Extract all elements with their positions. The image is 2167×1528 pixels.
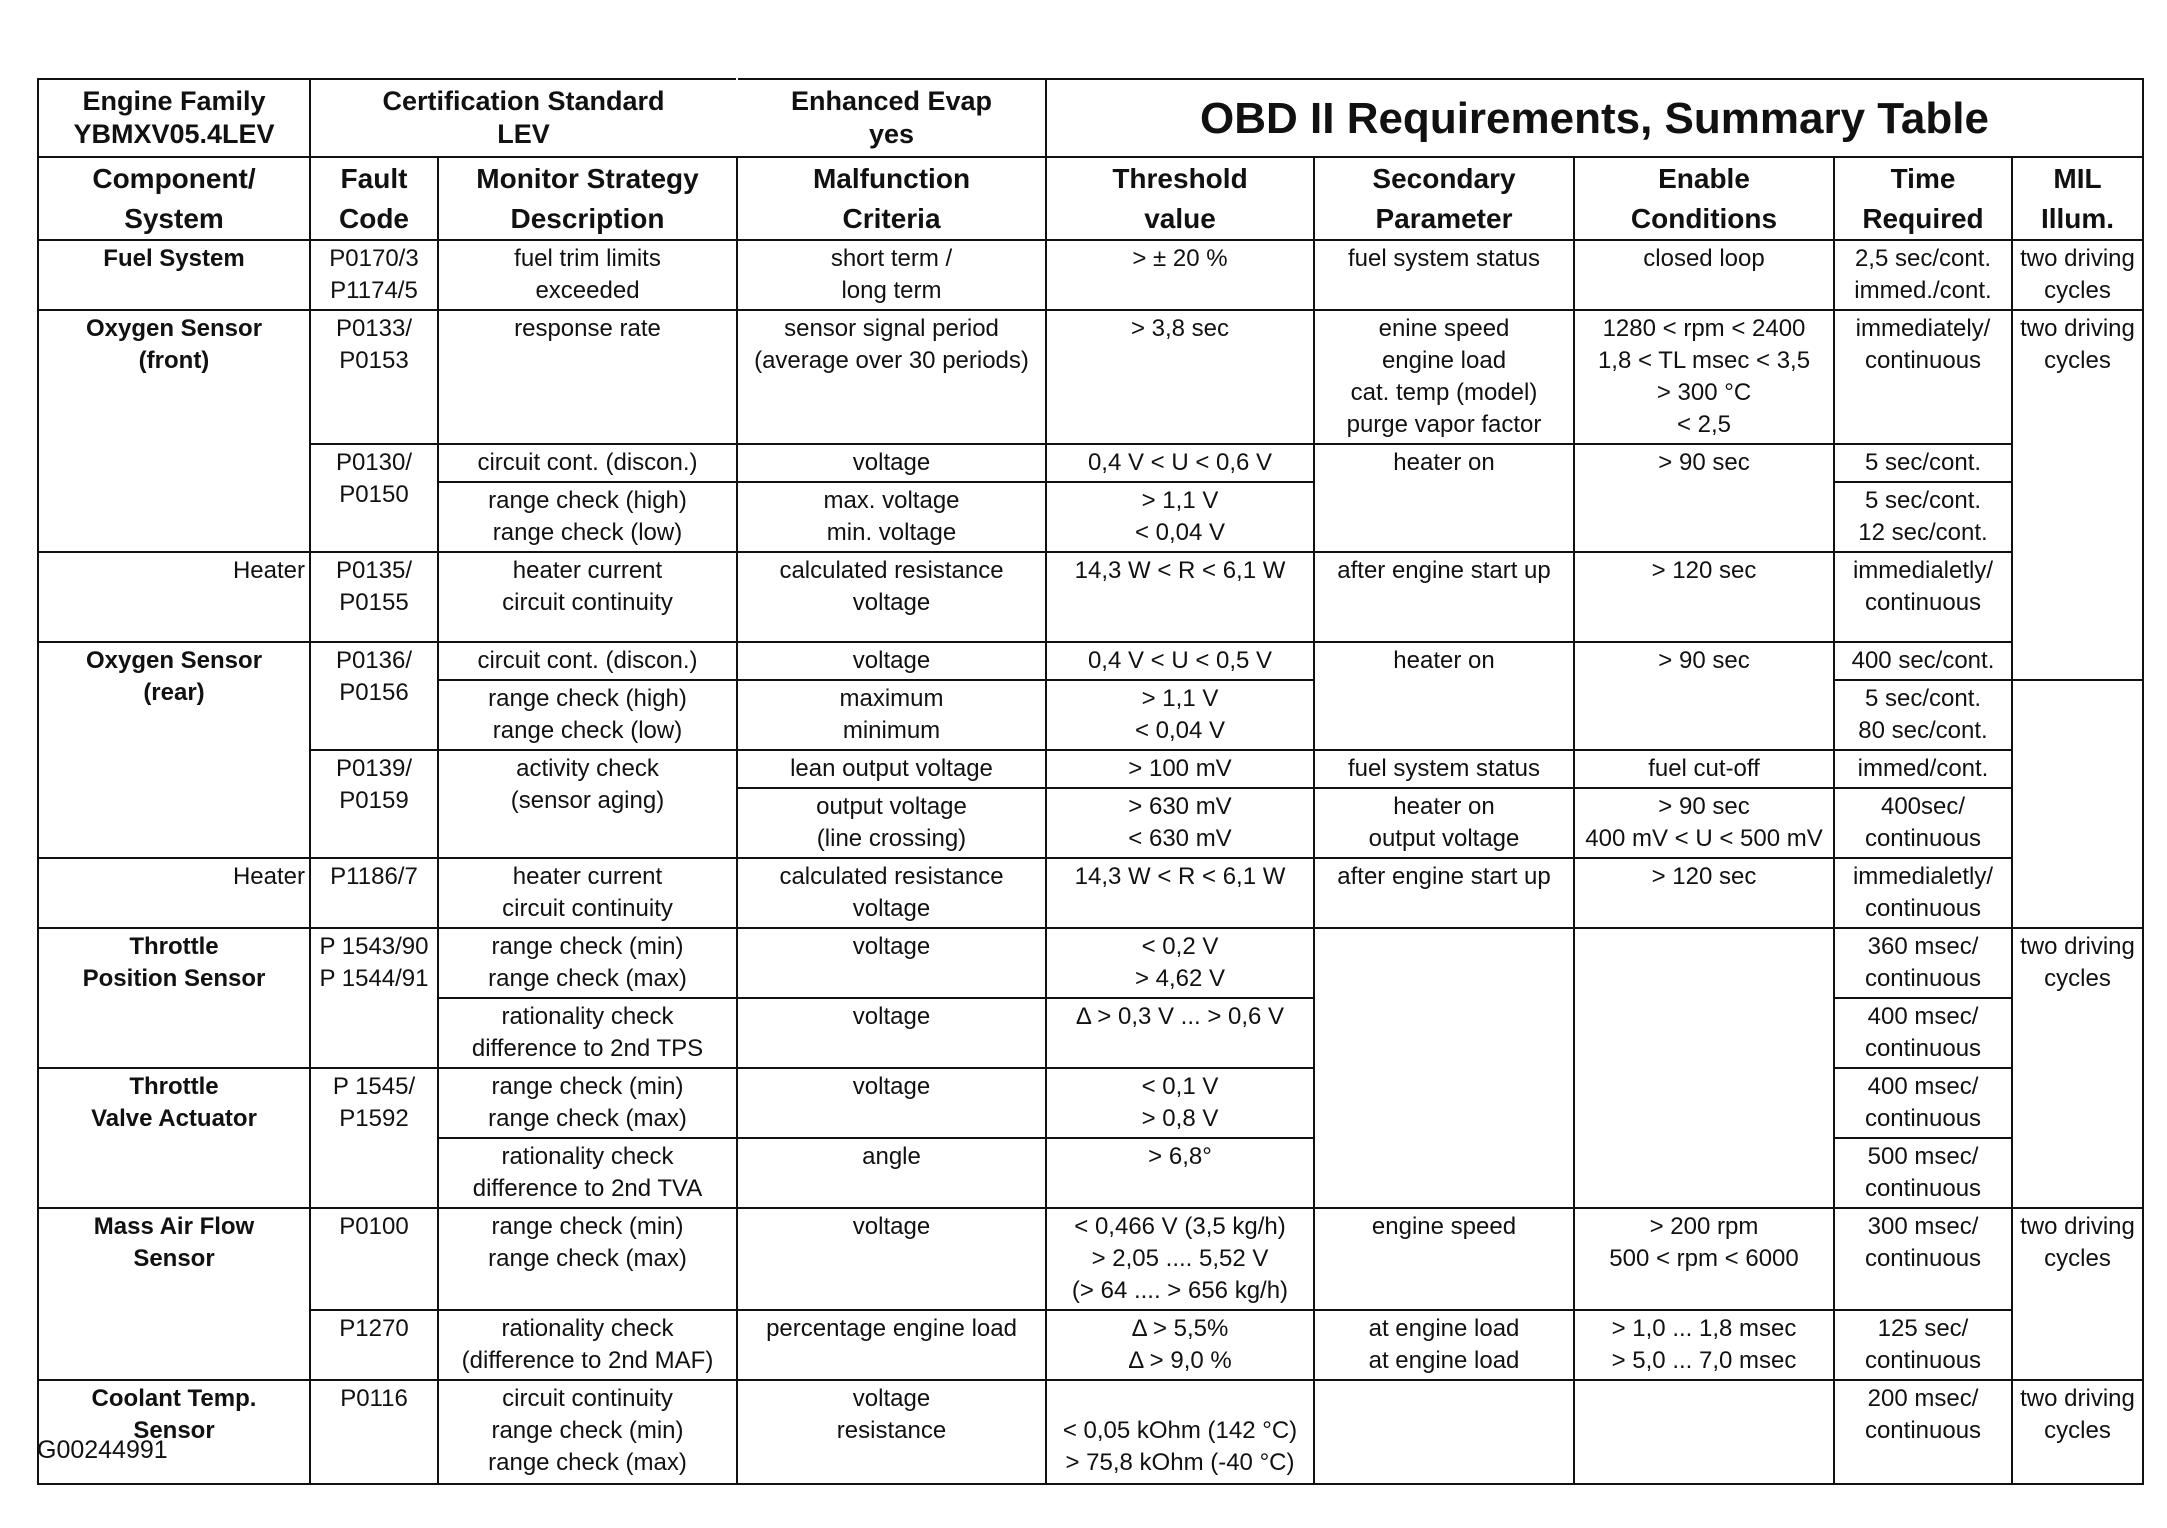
enable-conditions-cell: > 90 sec: [1574, 642, 1834, 750]
time-required-cell: 2,5 sec/cont. immed./cont.: [1834, 240, 2012, 310]
secondary-parameter-cell: [1314, 928, 1574, 1208]
malfunction-criteria-cell: voltage: [737, 444, 1046, 482]
monitor-strategy-cell: range check (high) range check (low): [438, 482, 737, 552]
obd-summary-document: [37, 78, 2142, 1485]
malfunction-criteria-cell: calculated resistance voltage: [737, 858, 1046, 928]
secondary-parameter-cell: heater on: [1314, 642, 1574, 750]
monitor-strategy-cell: activity check (sensor aging): [438, 750, 737, 858]
table-row: [38, 240, 2143, 310]
threshold-cell: 14,3 W < R < 6,1 W: [1046, 858, 1314, 928]
table-header-row: [38, 157, 2143, 240]
threshold-cell: > 630 mV < 630 mV: [1046, 788, 1314, 858]
fault-code-cell: P0133/ P0153: [310, 310, 438, 444]
mil-illum-cell: two driving cycles: [2012, 240, 2143, 310]
threshold-cell: > 3,8 sec: [1046, 310, 1314, 444]
malfunction-criteria-cell: voltage: [737, 1208, 1046, 1310]
fault-code-cell: P0135/ P0155: [310, 552, 438, 642]
malfunction-criteria-cell: maximum minimum: [737, 680, 1046, 750]
monitor-strategy-cell: range check (min) range check (max): [438, 1068, 737, 1138]
monitor-strategy-cell: circuit continuity range check (min) range check (max): [438, 1380, 737, 1484]
time-required-cell: 5 sec/cont. 12 sec/cont.: [1834, 482, 2012, 552]
time-required-cell: 400 msec/ continuous: [1834, 1068, 2012, 1138]
column-header: Malfunction Criteria: [737, 157, 1046, 240]
fault-code-cell: P1270: [310, 1310, 438, 1380]
threshold-cell: 14,3 W < R < 6,1 W: [1046, 552, 1314, 642]
secondary-parameter-cell: engine speed: [1314, 1208, 1574, 1310]
threshold-cell: < 0,2 V > 4,62 V: [1046, 928, 1314, 998]
fault-code-cell: P0170/3 P1174/5: [310, 240, 438, 310]
heater-label-cell: Heater: [38, 858, 310, 928]
malfunction-criteria-cell: voltage resistance: [737, 1380, 1046, 1484]
malfunction-criteria-cell: lean output voltage: [737, 750, 1046, 788]
table-row: [38, 642, 2143, 680]
engine-family-value: YBMXV05.4LEV: [73, 119, 275, 149]
table-row: [38, 444, 2143, 482]
enable-conditions-cell: [1574, 1380, 1834, 1484]
malfunction-criteria-cell: voltage: [737, 928, 1046, 998]
table-row: [38, 928, 2143, 998]
time-required-cell: 5 sec/cont. 80 sec/cont.: [1834, 680, 2012, 750]
enable-conditions-cell: 1280 < rpm < 2400 1,8 < TL msec < 3,5 > 300 °C < 2,5: [1574, 310, 1834, 444]
component-cell: Throttle Position Sensor: [38, 928, 310, 1068]
secondary-parameter-cell: after engine start up: [1314, 858, 1574, 928]
monitor-strategy-cell: rationality check difference to 2nd TVA: [438, 1138, 737, 1208]
document-header: [37, 78, 2144, 158]
monitor-strategy-cell: range check (min) range check (max): [438, 928, 737, 998]
threshold-cell: > 1,1 V < 0,04 V: [1046, 482, 1314, 552]
threshold-cell: < 0,1 V > 0,8 V: [1046, 1068, 1314, 1138]
malfunction-criteria-cell: max. voltage min. voltage: [737, 482, 1046, 552]
time-required-cell: 360 msec/ continuous: [1834, 928, 2012, 998]
certification-value: LEV: [497, 119, 550, 149]
table-row: [38, 858, 2143, 928]
column-header: Threshold value: [1046, 157, 1314, 240]
table-row: [38, 750, 2143, 788]
time-required-cell: 300 msec/ continuous: [1834, 1208, 2012, 1310]
enhanced-evap-value: yes: [868, 119, 915, 149]
malfunction-criteria-cell: sensor signal period (average over 30 periods): [737, 310, 1046, 444]
time-required-cell: immedialetly/ continuous: [1834, 858, 2012, 928]
fault-code-cell: P 1545/ P1592: [310, 1068, 438, 1208]
component-cell: Coolant Temp. Sensor: [38, 1380, 310, 1484]
threshold-cell: < 0,466 V (3,5 kg/h) > 2,05 .... 5,52 V (> 64 .... > 656 kg/h): [1046, 1208, 1314, 1310]
mil-illum-cell: two driving cycles: [2012, 1208, 2143, 1380]
enable-conditions-cell: > 1,0 ... 1,8 msec > 5,0 ... 7,0 msec: [1574, 1310, 1834, 1380]
monitor-strategy-cell: heater current circuit continuity: [438, 552, 737, 642]
certification-label: Certification Standard: [382, 86, 665, 116]
engine-family-cell: [38, 79, 310, 157]
monitor-strategy-cell: fuel trim limits exceeded: [438, 240, 737, 310]
column-header: Component/ System: [38, 157, 310, 240]
fault-code-cell: P0116: [310, 1380, 438, 1484]
threshold-cell: Δ > 5,5% Δ > 9,0 %: [1046, 1310, 1314, 1380]
monitor-strategy-cell: range check (high) range check (low): [438, 680, 737, 750]
engine-family-label: Engine Family: [82, 86, 266, 116]
enable-conditions-cell: > 120 sec: [1574, 552, 1834, 642]
malfunction-criteria-cell: calculated resistance voltage: [737, 552, 1046, 642]
time-required-cell: immediately/ continuous: [1834, 310, 2012, 444]
time-required-cell: 5 sec/cont.: [1834, 444, 2012, 482]
time-required-cell: 400 msec/ continuous: [1834, 998, 2012, 1068]
requirements-table: [37, 156, 2144, 1485]
time-required-cell: 125 sec/ continuous: [1834, 1310, 2012, 1380]
secondary-parameter-cell: at engine load at engine load: [1314, 1310, 1574, 1380]
component-cell: Throttle Valve Actuator: [38, 1068, 310, 1208]
component-cell: Fuel System: [38, 240, 310, 310]
threshold-cell: > 1,1 V < 0,04 V: [1046, 680, 1314, 750]
threshold-cell: > 6,8°: [1046, 1138, 1314, 1208]
malfunction-criteria-cell: voltage: [737, 998, 1046, 1068]
column-header: Time Required: [1834, 157, 2012, 240]
figure-id: G00244991: [37, 1436, 168, 1464]
fault-code-cell: P0130/ P0150: [310, 444, 438, 552]
time-required-cell: 200 msec/ continuous: [1834, 1380, 2012, 1484]
threshold-cell: 0,4 V < U < 0,5 V: [1046, 642, 1314, 680]
threshold-cell: > 100 mV: [1046, 750, 1314, 788]
enhanced-evap-cell: [737, 79, 1046, 157]
table-row: [38, 310, 2143, 444]
time-required-cell: immed/cont.: [1834, 750, 2012, 788]
certification-cell: [310, 79, 737, 157]
enable-conditions-cell: [1574, 928, 1834, 1208]
enable-conditions-cell: > 200 rpm 500 < rpm < 6000: [1574, 1208, 1834, 1310]
secondary-parameter-cell: fuel system status: [1314, 240, 1574, 310]
threshold-cell: > ± 20 %: [1046, 240, 1314, 310]
malfunction-criteria-cell: percentage engine load: [737, 1310, 1046, 1380]
table-row: [38, 1310, 2143, 1380]
time-required-cell: 400 sec/cont.: [1834, 642, 2012, 680]
secondary-parameter-cell: fuel system status: [1314, 750, 1574, 788]
mil-illum-cell: two driving cycles: [2012, 1380, 2143, 1484]
secondary-parameter-cell: heater on output voltage: [1314, 788, 1574, 858]
secondary-parameter-cell: [1314, 1380, 1574, 1484]
table-row: [38, 552, 2143, 642]
column-header: Fault Code: [310, 157, 438, 240]
component-cell: Oxygen Sensor (rear): [38, 642, 310, 858]
threshold-cell: < 0,05 kOhm (142 °C) > 75,8 kOhm (-40 °C): [1046, 1380, 1314, 1484]
secondary-parameter-cell: after engine start up: [1314, 552, 1574, 642]
secondary-parameter-cell: enine speed engine load cat. temp (model) purge vapor factor: [1314, 310, 1574, 444]
enable-conditions-cell: fuel cut-off: [1574, 750, 1834, 788]
column-header: Monitor Strategy Description: [438, 157, 737, 240]
fault-code-cell: P1186/7: [310, 858, 438, 928]
table-row: [38, 1380, 2143, 1484]
secondary-parameter-cell: heater on: [1314, 444, 1574, 552]
malfunction-criteria-cell: output voltage (line crossing): [737, 788, 1046, 858]
component-cell: Mass Air Flow Sensor: [38, 1208, 310, 1380]
column-header: Secondary Parameter: [1314, 157, 1574, 240]
mil-illum-cell: two driving cycles: [2012, 928, 2143, 1208]
table-row: [38, 1208, 2143, 1310]
enable-conditions-cell: > 90 sec: [1574, 444, 1834, 552]
time-required-cell: 500 msec/ continuous: [1834, 1138, 2012, 1208]
enhanced-evap-label: Enhanced Evap: [790, 86, 993, 116]
monitor-strategy-cell: response rate: [438, 310, 737, 444]
column-header: MIL Illum.: [2012, 157, 2143, 240]
monitor-strategy-cell: circuit cont. (discon.): [438, 642, 737, 680]
fault-code-cell: P0139/ P0159: [310, 750, 438, 858]
monitor-strategy-cell: rationality check difference to 2nd TPS: [438, 998, 737, 1068]
heater-label-cell: Heater: [38, 552, 310, 642]
time-required-cell: immedialetly/ continuous: [1834, 552, 2012, 642]
enable-conditions-cell: > 90 sec 400 mV < U < 500 mV: [1574, 788, 1834, 858]
threshold-cell: Δ > 0,3 V ... > 0,6 V: [1046, 998, 1314, 1068]
component-cell: Oxygen Sensor (front): [38, 310, 310, 552]
malfunction-criteria-cell: short term / long term: [737, 240, 1046, 310]
monitor-strategy-cell: circuit cont. (discon.): [438, 444, 737, 482]
monitor-strategy-cell: rationality check (difference to 2nd MAF): [438, 1310, 737, 1380]
monitor-strategy-cell: heater current circuit continuity: [438, 858, 737, 928]
enable-conditions-cell: > 120 sec: [1574, 858, 1834, 928]
column-header: Enable Conditions: [1574, 157, 1834, 240]
monitor-strategy-cell: range check (min) range check (max): [438, 1208, 737, 1310]
fault-code-cell: P0136/ P0156: [310, 642, 438, 750]
mil-illum-cell: two driving cycles: [2012, 310, 2143, 680]
fault-code-cell: P0100: [310, 1208, 438, 1310]
time-required-cell: 400sec/ continuous: [1834, 788, 2012, 858]
malfunction-criteria-cell: angle: [737, 1138, 1046, 1208]
malfunction-criteria-cell: voltage: [737, 1068, 1046, 1138]
page-title: OBD II Requirements, Summary Table: [1046, 79, 2143, 157]
enable-conditions-cell: closed loop: [1574, 240, 1834, 310]
fault-code-cell: P 1543/90 P 1544/91: [310, 928, 438, 1068]
threshold-cell: 0,4 V < U < 0,6 V: [1046, 444, 1314, 482]
malfunction-criteria-cell: voltage: [737, 642, 1046, 680]
